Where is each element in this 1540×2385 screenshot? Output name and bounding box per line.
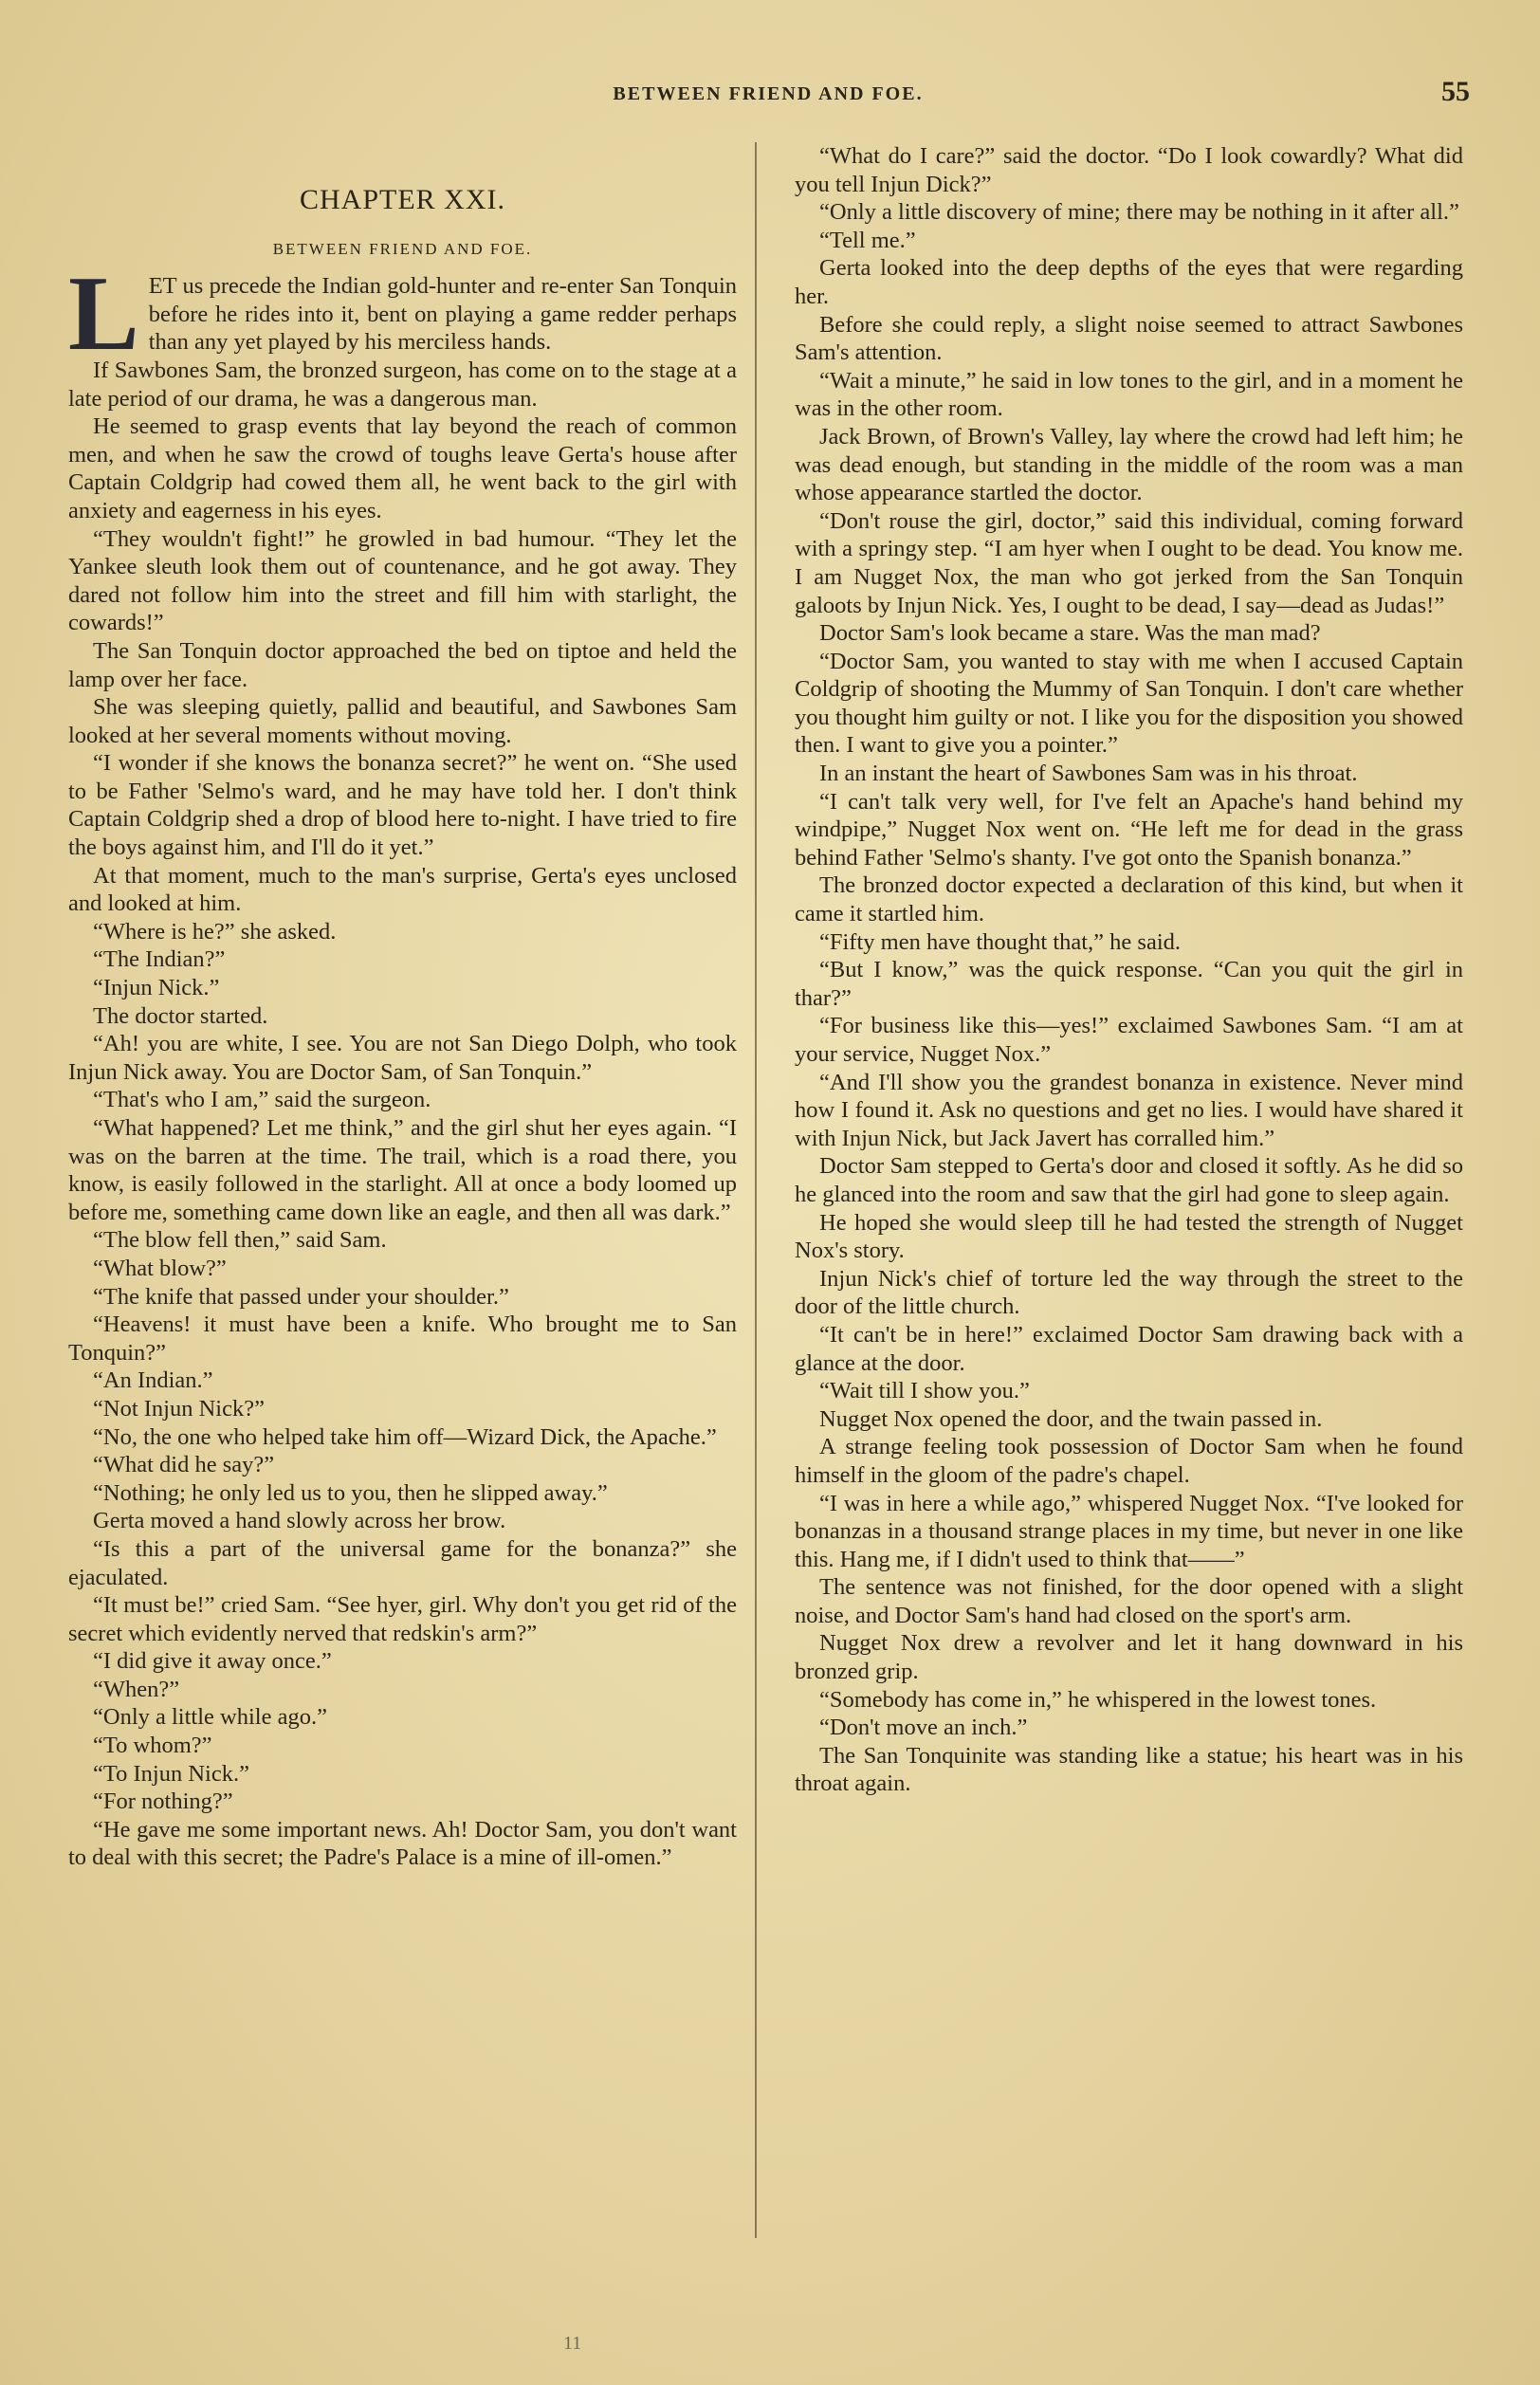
paragraph: “The knife that passed under your shoulder.” <box>93 1283 509 1310</box>
paragraph: Jack Brown, of Brown's Valley, lay where the crowd had left him; he was dead enough, but standing in the middle of the room was a man whose appearance startled the doctor. <box>795 423 1463 506</box>
paragraph: “What happened? Let me think,” and the girl shut her eyes again. “I was on the barren at the time. The trail, which is a road there, you know, is easily followed in the starlight. All at once a body loomed up before me, something came down like an eagle, and then all was dark.” <box>68 1115 737 1225</box>
running-title: BETWEEN FRIEND AND FOE. <box>613 83 924 104</box>
paragraph: “Don't move an inch.” <box>819 1715 1028 1741</box>
paragraph: She was sleeping quietly, pallid and beautiful, and Sawbones Sam looked at her several moments without moving. <box>68 694 737 748</box>
paragraph: The bronzed doctor expected a declaration of this kind, but when it came it startled him. <box>795 872 1463 927</box>
paragraph: “The Indian?” <box>93 946 226 973</box>
paragraph: “For business like this—yes!” exclaimed Sawbones Sam. “I am at your service, Nugget Nox.” <box>795 1013 1463 1067</box>
paragraph: A strange feeling took possession of Doctor Sam when he found himself in the gloom of the padre's chapel. <box>795 1434 1463 1488</box>
paragraph: Doctor Sam's look became a stare. Was the man mad? <box>819 620 1321 647</box>
paragraph: Nugget Nox drew a revolver and let it hang downward in his bronzed grip. <box>795 1630 1463 1685</box>
paragraph: At that moment, much to the man's surprise, Gerta's eyes unclosed and looked at him. <box>68 862 737 917</box>
paragraph: “Only a little discovery of mine; there may be nothing in it after all.” <box>819 199 1459 226</box>
paragraph: “The blow fell then,” said Sam. <box>93 1227 387 1254</box>
paragraph: “Wait till I show you.” <box>819 1378 1030 1404</box>
paragraph: “Don't rouse the girl, doctor,” said this individual, coming forward with a springy step. “I am hyer when I ought to be dead. You know me. I am Nugget Nox, the man who got jerked from the San Tonquin galoots by Injun Nick. Yes, I ought to be dead, I say—dead as Judas!” <box>795 507 1463 618</box>
paragraph: “They wouldn't fight!” he growled in bad humour. “They let the Yankee sleuth look them out of countenance, and he got away. They dared not follow him into the street and fill him with starlight, the cowards!” <box>68 525 737 636</box>
paragraph: The doctor started. <box>93 1002 268 1029</box>
paragraph: In an instant the heart of Sawbones Sam was in his throat. <box>819 761 1358 787</box>
paragraph: The sentence was not finished, for the door opened with a slight noise, and Doctor Sam's hand had closed on the sport's arm. <box>795 1574 1463 1628</box>
left-column <box>68 186 737 1872</box>
paragraph: “To Injun Nick.” <box>93 1760 249 1787</box>
paragraph: Before she could reply, a slight noise seemed to attract Sawbones Sam's attention. <box>795 311 1463 366</box>
paragraph: “What did he say?” <box>93 1452 275 1478</box>
paragraph: He hoped she would sleep till he had tested the strength of Nugget Nox's story. <box>795 1209 1463 1264</box>
paragraph: “When?” <box>93 1676 180 1702</box>
paragraph: Nugget Nox opened the door, and the twain passed in. <box>819 1405 1323 1432</box>
paragraph: The San Tonquinite was standing like a statue; his heart was in his throat again. <box>795 1742 1463 1797</box>
paragraph: “What blow?” <box>93 1255 227 1281</box>
paragraph: “For nothing?” <box>93 1789 233 1815</box>
paragraph: “No, the one who helped take him off—Wizard Dick, the Apache.” <box>93 1423 717 1450</box>
paragraph: He seemed to grasp events that lay beyond the reach of common men, and when he saw the crowd of toughs leave Gerta's house after Captain Coldgrip had cowed them all, he went back to the girl with anxiety and eagerness in his eyes. <box>68 413 737 523</box>
paragraph: Injun Nick's chief of torture led the way through the street to the door of the little church. <box>795 1265 1463 1320</box>
paragraph: “To whom?” <box>93 1733 212 1759</box>
paragraph-text: ET us precede the Indian gold-hunter and re-enter San Tonquin before he rides into it, bent on playing a game redder perhaps than any yet played by his merciless hands. <box>148 273 737 356</box>
paragraph: “It can't be in here!” exclaimed Doctor Sam drawing back with a glance at the door. <box>795 1321 1463 1376</box>
paragraph: “I wonder if she knows the bonanza secret?” he went on. “She used to be Father 'Selmo's ward, and he may have told her. I don't think Captain Coldgrip shed a drop of blood here to-night. I have tried to fire the boys against him, and I'll do it yet.” <box>68 750 737 861</box>
column-divider <box>755 142 757 2238</box>
paragraph: “I did give it away once.” <box>93 1648 332 1675</box>
paragraph: “Nothing; he only led us to you, then he slipped away.” <box>93 1479 608 1506</box>
paragraph: “Not Injun Nick?” <box>93 1395 265 1422</box>
paragraph: “Ah! you are white, I see. You are not San Diego Dolph, who took Injun Nick away. You are Doctor Sam, of San Tonquin.” <box>68 1031 737 1085</box>
paragraph: “Only a little while ago.” <box>93 1704 327 1731</box>
paragraph: If Sawbones Sam, the bronzed surgeon, has come on to the stage at a late period of our drama, he was a dangerous man. <box>68 357 737 412</box>
paragraph: “Injun Nick.” <box>93 975 220 1001</box>
right-column <box>795 142 1463 1798</box>
paragraph: “I was in here a while ago,” whispered Nugget Nox. “I've looked for bonanzas in a thousand strange places in my time, but never in one like this. Hang me, if I didn't used to think that——” <box>795 1490 1463 1572</box>
paragraph: The San Tonquin doctor approached the bed on tiptoe and held the lamp over her face. <box>68 637 737 692</box>
paragraph: “What do I care?” said the doctor. “Do I look cowardly? What did you tell Injun Dick?” <box>795 143 1463 197</box>
paragraph: “Heavens! it must have been a knife. Who brought me to San Tonquin?” <box>68 1312 737 1366</box>
paragraph: “But I know,” was the quick response. “Can you quit the girl in thar?” <box>795 957 1463 1011</box>
paragraph: “It must be!” cried Sam. “See hyer, girl. Why don't you get rid of the secret which evidently nerved that redskin's arm?” <box>68 1592 737 1646</box>
chapter-subtitle: BETWEEN FRIEND AND FOE. <box>272 239 533 258</box>
paragraph: Doctor Sam stepped to Gerta's door and closed it softly. As he did so he glanced into the room and saw that the girl had gone to sleep again. <box>795 1153 1463 1207</box>
paragraph: Gerta moved a hand slowly across her brow. <box>93 1508 506 1534</box>
paragraph: “And I'll show you the grandest bonanza in existence. Never mind how I found it. Ask no questions and get no lies. I would have shared it with Injun Nick, but Jack Javert has corralled him.” <box>795 1069 1463 1151</box>
page-number: 55 <box>1441 76 1470 107</box>
paragraph: “That's who I am,” said the surgeon. <box>93 1087 431 1113</box>
paragraph: “Somebody has come in,” he whispered in the lowest tones. <box>819 1686 1377 1713</box>
paragraph: “Doctor Sam, you wanted to stay with me when I accused Captain Coldgrip of shooting the Mummy of San Tonquin. I don't care whether you thought him guilty or not. I like you for the disposition you showed then. I want to give you a pointer.” <box>795 648 1463 759</box>
paragraph: “Where is he?” she asked. <box>93 918 337 945</box>
folio-mark: 11 <box>563 2333 582 2354</box>
paragraph: “Fifty men have thought that,” he said. <box>819 928 1182 955</box>
chapter-heading: CHAPTER XXI. <box>299 184 505 215</box>
paragraph <box>68 255 737 374</box>
paragraph: “Wait a minute,” he said in low tones to the girl, and in a moment he was in the other room. <box>795 367 1463 422</box>
paragraph: “I can't talk very well, for I've felt an Apache's hand behind my windpipe,” Nugget Nox went on. “He left me for dead in the grass behind Father 'Selmo's shanty. I've got onto the Spanish bonanza.” <box>795 788 1463 871</box>
paragraph: “Is this a part of the universal game for the bonanza?” she ejaculated. <box>68 1535 737 1590</box>
paragraph: “Tell me.” <box>819 227 916 253</box>
page-header <box>66 76 1470 114</box>
paragraph: Gerta looked into the deep depths of the eyes that were regarding her. <box>795 255 1463 309</box>
paragraph: “He gave me some important news. Ah! Doctor Sam, you don't want to deal with this secret; the Padre's Palace is a mine of ill-omen.” <box>68 1816 737 1871</box>
drop-cap: L <box>68 255 139 374</box>
paragraph: “An Indian.” <box>93 1367 213 1394</box>
